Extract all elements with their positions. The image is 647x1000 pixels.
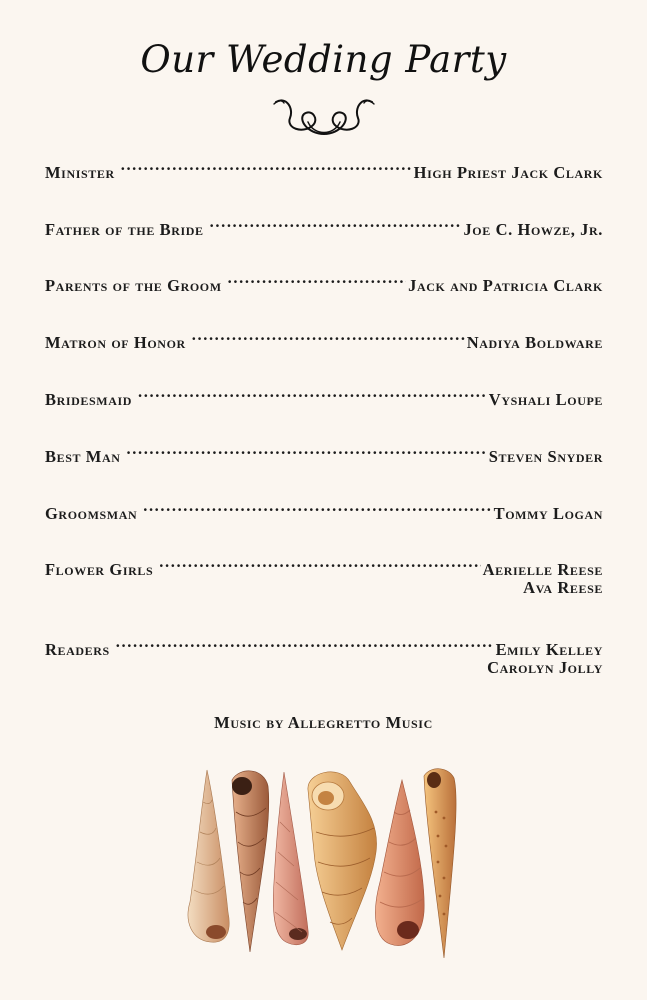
party-row-minister [45,158,603,183]
role-label: Groomsman [45,504,138,523]
party-row-father-of-bride [45,215,603,240]
party-row-bridesmaid [45,385,603,410]
music-credit: Music by Allegretto Music [214,713,433,732]
party-row-flower-girls [45,555,603,580]
role-label: Bridesmaid [45,390,133,409]
dot-leader [121,158,412,178]
member-name: Jack and Patricia Clark [408,276,603,295]
member-name-secondary: Carolyn Jolly [487,658,603,677]
dot-leader [228,271,406,291]
page-title: Our Wedding Party [140,38,507,81]
member-name: Tommy Logan [493,504,603,523]
dot-leader [210,215,462,235]
member-name: Vyshali Loupe [488,390,603,409]
dot-leader [159,555,480,575]
member-name: Nadiya Boldware [466,333,603,352]
seashells-illustration-icon [180,762,465,962]
member-name: Joe C. Howze, Jr. [463,220,603,239]
dot-leader [192,328,465,348]
dot-leader [143,499,491,519]
role-label: Flower Girls [45,560,154,579]
member-name: High Priest Jack Clark [413,163,603,182]
member-name: Steven Snyder [488,447,603,466]
role-label: Best Man [45,447,121,466]
party-row-parents-of-groom [45,271,603,296]
party-row-readers [45,635,603,660]
party-row-best-man [45,442,603,467]
dot-leader [127,442,487,462]
dot-leader [138,385,487,405]
member-name-secondary: Ava Reese [523,578,603,597]
role-label: Father of the Bride [45,220,204,239]
member-name: Aerielle Reese [482,560,603,579]
role-label: Minister [45,163,115,182]
party-row-matron-of-honor [45,328,603,353]
role-label: Parents of the Groom [45,276,222,295]
party-row-groomsman [45,499,603,524]
role-label: Matron of Honor [45,333,186,352]
dot-leader [116,635,494,655]
flourish-ornament-icon [272,94,376,138]
role-label: Readers [45,640,110,659]
member-name: Emily Kelley [495,640,603,659]
